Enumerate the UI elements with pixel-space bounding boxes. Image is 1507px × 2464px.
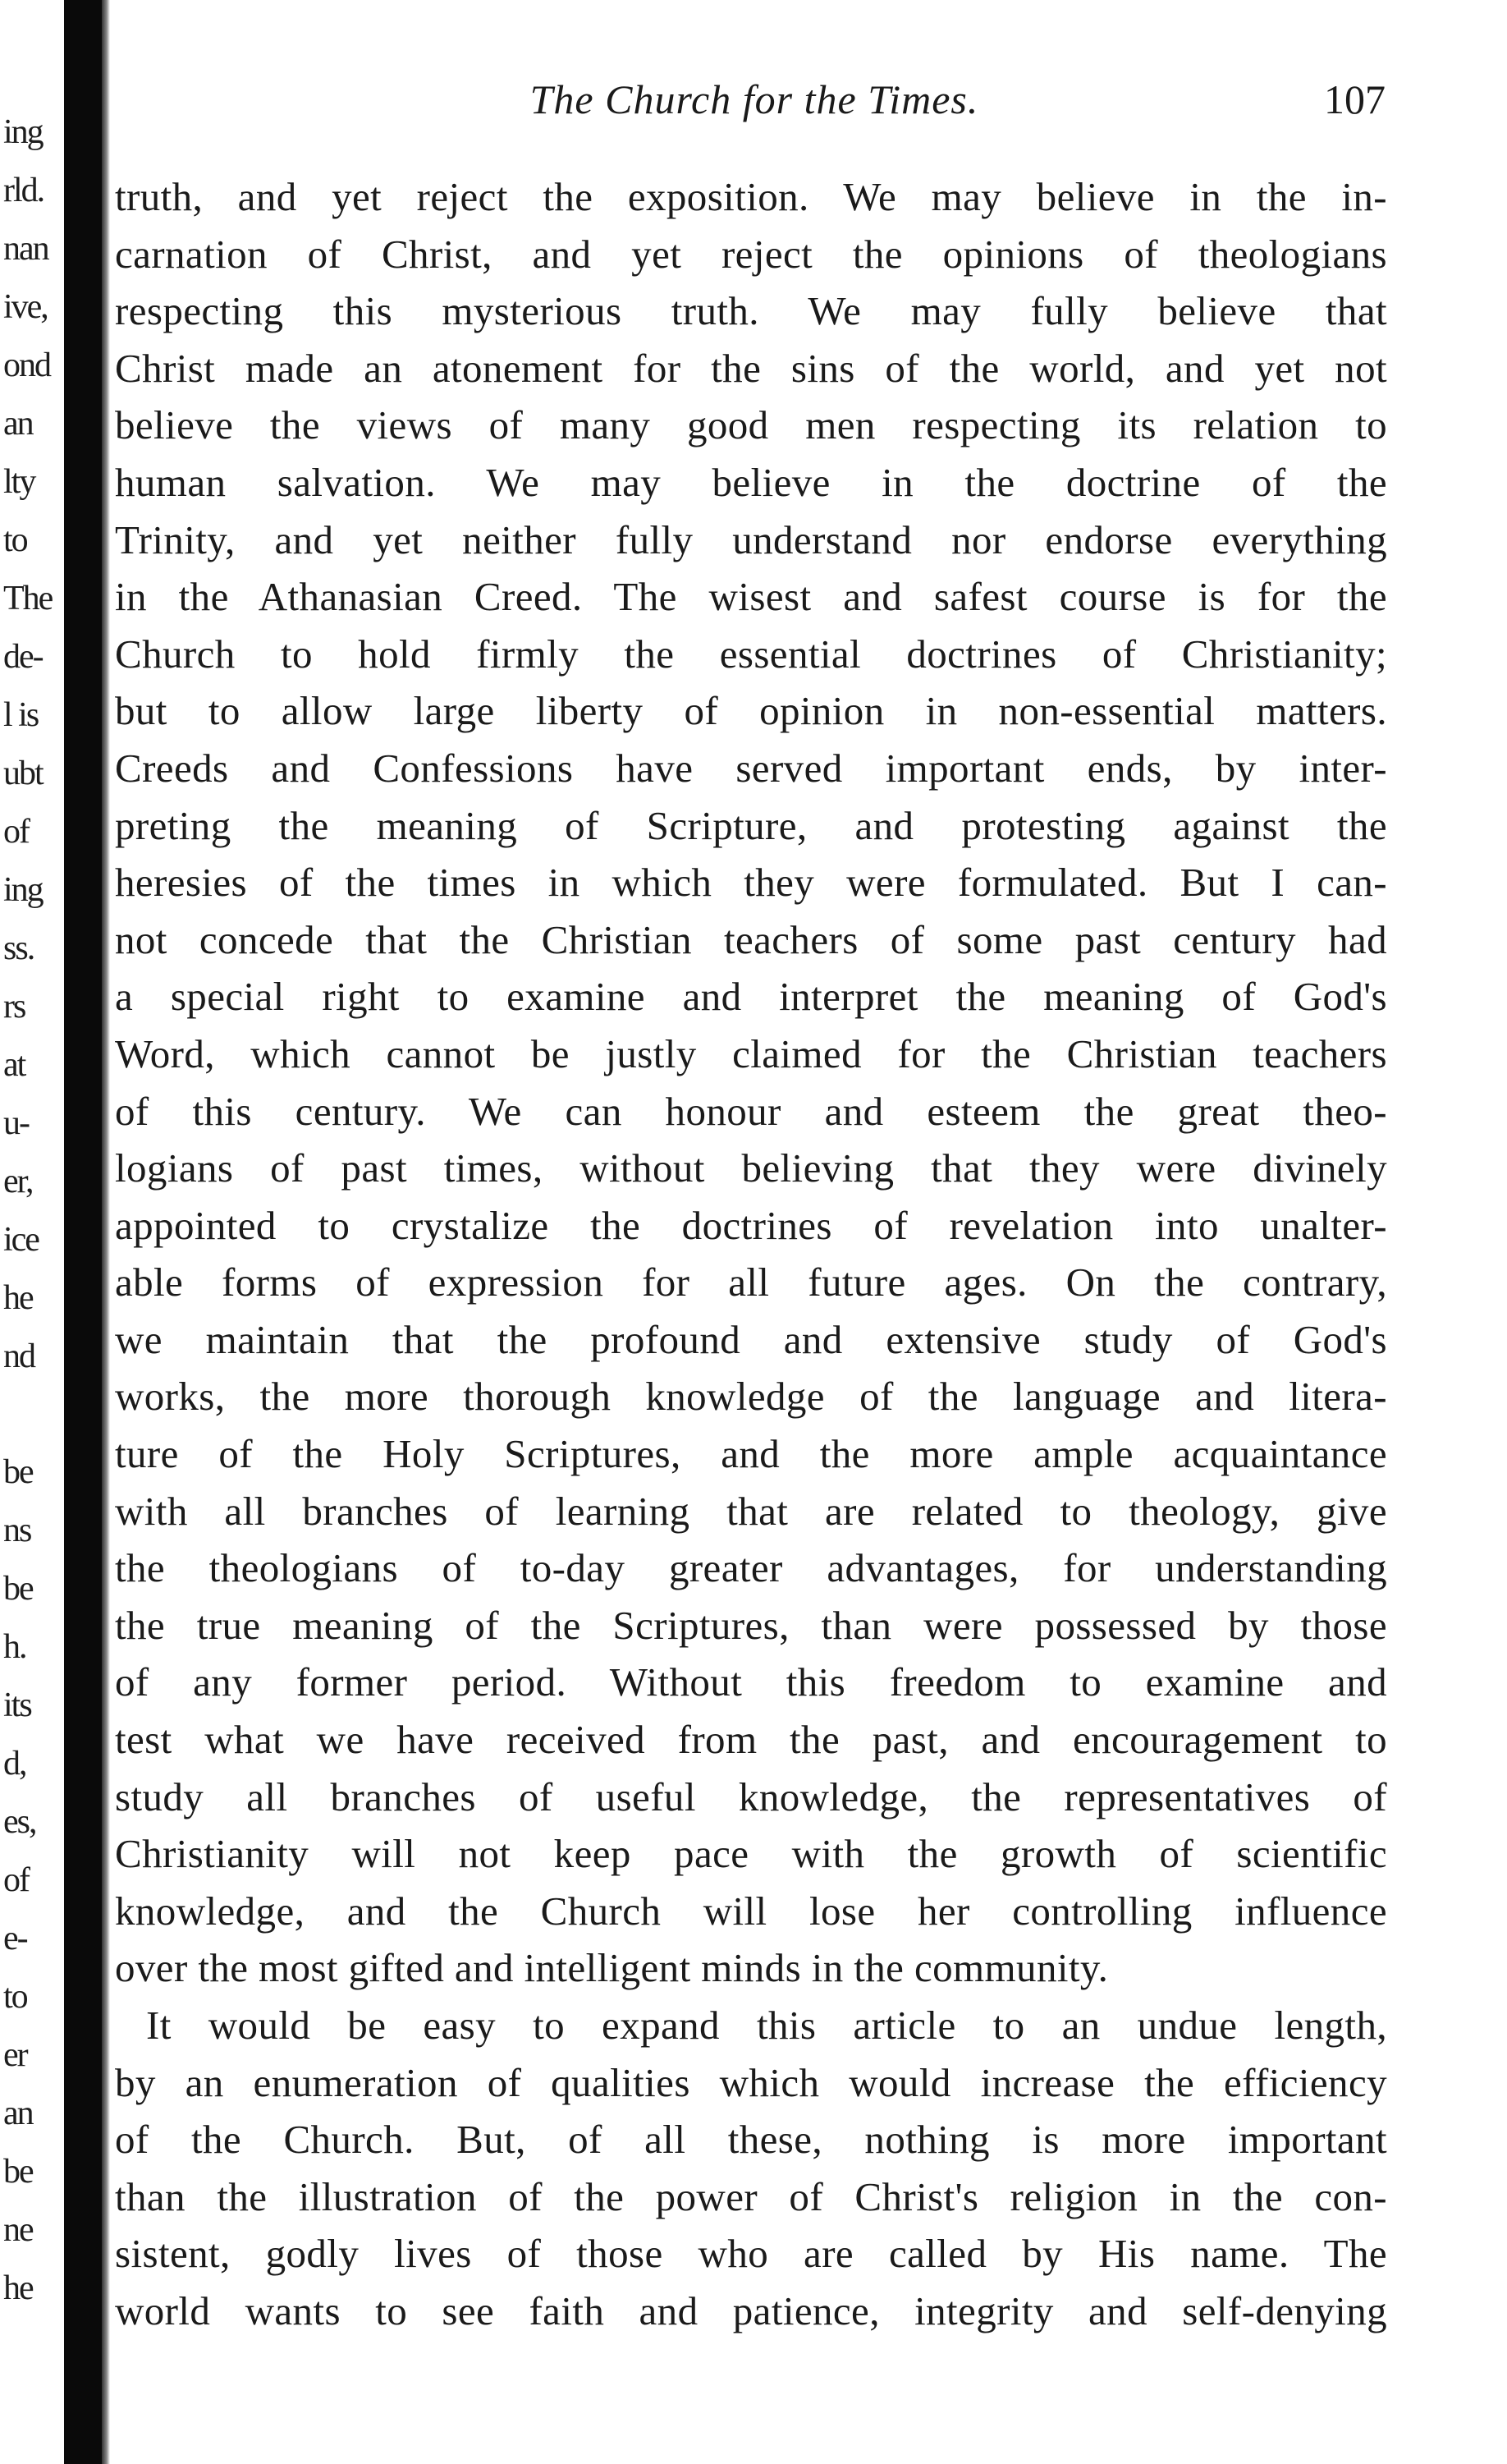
margin-fragment: of <box>3 813 29 851</box>
text-line: appointed to crystalize the doctrines of revelation into unalter- <box>115 1202 1387 1248</box>
margin-fragment: ing <box>3 871 43 909</box>
text-line: respecting this mysterious truth. We may fully believe that <box>115 288 1387 334</box>
margin-fragment: ss. <box>3 929 34 967</box>
text-line: human salvation. We may believe in the doctrine of the <box>115 459 1387 505</box>
text-line: carnation of Christ, and yet reject the opinions of theologians <box>115 231 1387 277</box>
text-line: test what we have received from the past, and encouragement to <box>115 1717 1387 1763</box>
margin-fragment: ice <box>3 1221 39 1259</box>
text-line: the true meaning of the Scriptures, than were possessed by those <box>115 1602 1387 1648</box>
text-line: Creeds and Confessions have served important ends, by inter- <box>115 745 1387 791</box>
text-line: heresies of the times in which they were formulated. But I can- <box>115 860 1387 906</box>
margin-fragment: ns <box>3 1512 31 1549</box>
margin-fragment: its <box>3 1686 31 1724</box>
running-title: The Church for the Times. <box>529 76 979 122</box>
text-line: not concede that the Christian teachers of some past century had <box>115 916 1387 962</box>
text-line: by an enumeration of qualities which would increase the efficiency <box>115 2059 1387 2105</box>
margin-fragment: h. <box>3 1628 26 1666</box>
text-line: Christianity will not keep pace with the growth of scientific <box>115 1831 1387 1877</box>
margin-fragment: nd <box>3 1338 34 1375</box>
text-line: knowledge, and the Church will lose her controlling influence <box>115 1888 1387 1934</box>
margin-fragment: ne <box>3 2211 33 2249</box>
margin-fragment: be <box>3 2153 33 2191</box>
margin-fragment: an <box>3 2095 33 2132</box>
facing-page-margin <box>0 115 74 2373</box>
margin-fragment: he <box>3 1279 33 1317</box>
text-line: study all branches of useful knowledge, the representatives of <box>115 1773 1387 1819</box>
margin-fragment: er, <box>3 1163 33 1200</box>
margin-fragment: er <box>3 2036 27 2074</box>
text-line: of this century. We can honour and esteem the great theo- <box>115 1088 1387 1134</box>
text-line: Christ made an atonement for the sins of the world, and yet not <box>115 345 1387 391</box>
text-line: able forms of expression for all future ages. On the contrary, <box>115 1260 1387 1305</box>
margin-fragment: u- <box>3 1104 29 1142</box>
text-line: believe the views of many good men respecting its relation to <box>115 402 1387 448</box>
text-line: the theologians of to-day greater advantages, for understanding <box>115 1545 1387 1591</box>
text-line: truth, and yet reject the exposition. We may believe in the in- <box>115 174 1387 219</box>
text-line: a special right to examine and interpret the meaning of God's <box>115 974 1387 1020</box>
text-line: of the Church. But, of all these, nothing is more important <box>115 2117 1387 2163</box>
margin-fragment: be <box>3 1453 33 1491</box>
gutter-shadow <box>102 0 110 2464</box>
margin-fragment: rs <box>3 988 25 1026</box>
page-header <box>123 76 1386 133</box>
text-line: Church to hold firmly the essential doctrines of Christianity; <box>115 631 1387 677</box>
text-line: in the Athanasian Creed. The wisest and safest course is for the <box>115 574 1387 620</box>
margin-fragment: ond <box>3 346 50 384</box>
text-line: world wants to see faith and patience, integrity and self-denying <box>115 2287 1387 2333</box>
margin-fragment: lty <box>3 463 35 501</box>
binding-gutter <box>64 0 107 2464</box>
text-line: It would be easy to expand this article to an undue length, <box>146 2003 1387 2048</box>
margin-fragment: l is <box>3 696 39 734</box>
text-line: of any former period. Without this freedom to examine and <box>115 1659 1387 1705</box>
text-line: Word, which cannot be justly claimed for the Christian teachers <box>115 1030 1387 1076</box>
margin-fragment: nan <box>3 230 48 268</box>
margin-fragment: rld. <box>3 172 44 209</box>
margin-fragment: es, <box>3 1803 36 1841</box>
margin-fragment: ubt <box>3 755 43 792</box>
text-line: we maintain that the profound and extensive study of God's <box>115 1316 1387 1362</box>
text-line: than the illustration of the power of Christ's religion in the con- <box>115 2173 1387 2219</box>
text-line: logians of past times, without believing that they were divinely <box>115 1145 1387 1191</box>
margin-fragment: ing <box>3 113 43 151</box>
text-line: but to allow large liberty of opinion in non-essential matters. <box>115 688 1387 734</box>
margin-fragment: to <box>3 521 27 559</box>
text-line: Trinity, and yet neither fully understand nor endorse everything <box>115 516 1387 562</box>
margin-fragment: to <box>3 1978 27 2016</box>
margin-fragment: de- <box>3 638 43 676</box>
margin-fragment: of <box>3 1861 29 1899</box>
margin-fragment: ive, <box>3 288 48 326</box>
body-text <box>115 168 1387 2340</box>
page-number: 107 <box>1324 76 1386 122</box>
margin-fragment: The <box>3 580 53 617</box>
margin-fragment: an <box>3 405 33 443</box>
text-line: sistent, godly lives of those who are called by His name. The <box>115 2231 1387 2277</box>
text-line: works, the more thorough knowledge of the language and litera- <box>115 1374 1387 1420</box>
margin-fragment: he <box>3 2269 33 2307</box>
text-line: with all branches of learning that are related to theology, give <box>115 1488 1387 1534</box>
margin-fragment: d, <box>3 1745 26 1783</box>
margin-fragment: e- <box>3 1920 27 1957</box>
margin-fragment: at <box>3 1046 25 1084</box>
text-line: preting the meaning of Scripture, and protesting against the <box>115 802 1387 848</box>
text-line: over the most gifted and intelligent minds in the community. <box>115 1945 1109 1991</box>
margin-fragment: be <box>3 1570 33 1608</box>
text-line: ture of the Holy Scriptures, and the more ample acquaintance <box>115 1431 1387 1477</box>
